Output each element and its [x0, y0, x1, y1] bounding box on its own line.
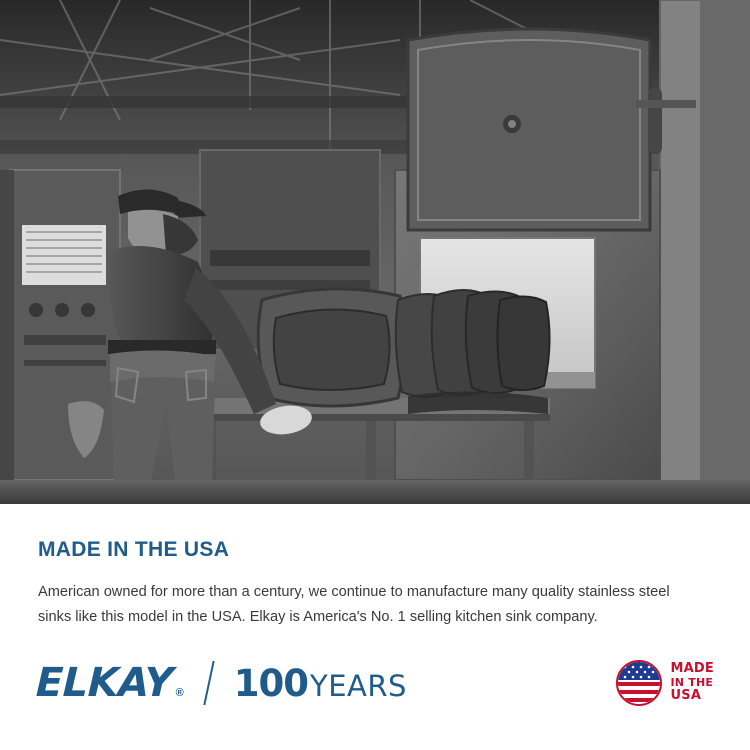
made-in-usa-text: [671, 662, 714, 705]
badge-line-3: USA: [670, 688, 702, 704]
brand-lockup: [36, 661, 407, 705]
elkay-wordmark-text: ELKAY: [35, 660, 174, 706]
divider-slash-icon: [203, 661, 214, 705]
anniversary-word: YEARS: [309, 668, 407, 703]
description-text: American owned for more than a century, we continue to manufacture many quality stainless steel sinks like this model in the USA. Elkay is America's No. 1 selling kitchen sink company.: [38, 584, 670, 626]
elkay-logo: [35, 660, 184, 706]
made-in-usa-badge: [616, 660, 714, 706]
text-content: [0, 504, 750, 630]
registered-trademark-icon: ®: [175, 687, 184, 699]
page-title: MADE IN THE USA: [38, 538, 230, 561]
anniversary-lockup: [233, 661, 407, 705]
usa-flag-svg: [618, 662, 660, 704]
usa-flag-circle-icon: [616, 660, 662, 706]
footer-bar: [0, 622, 750, 750]
badge-line-2: IN THE: [670, 675, 714, 689]
anniversary-number: 100: [233, 661, 308, 705]
badge-line-1: MADE: [670, 660, 714, 676]
